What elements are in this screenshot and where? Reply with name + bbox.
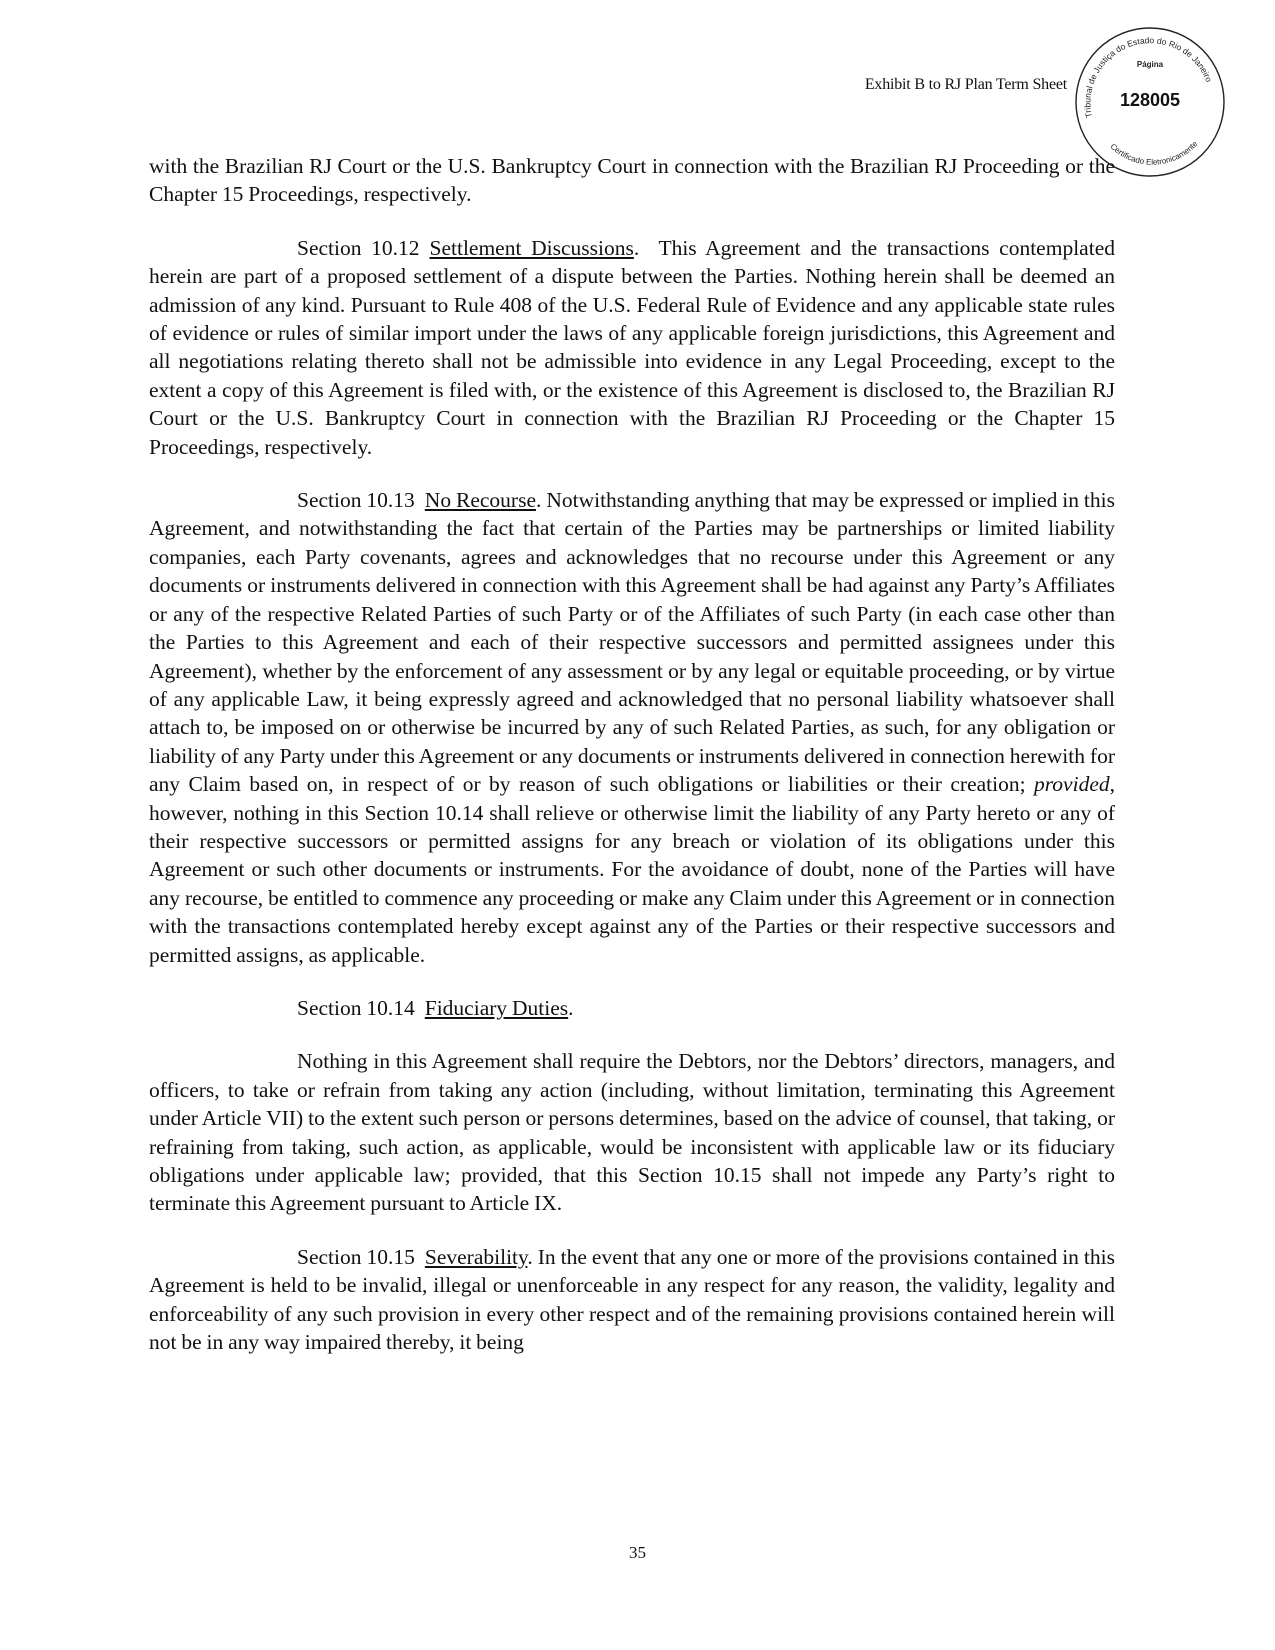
page-number: 35 xyxy=(629,1543,646,1562)
section-number: Section 10.13 xyxy=(297,488,415,513)
section-heading: Severability xyxy=(424,1244,528,1269)
continuation-paragraph: with the Brazilian RJ Court or the U.S. Bankruptcy Court in connection with the Brazilian RJ Proceeding or the Chapter 15 Proceedings, respectively. xyxy=(149,154,1115,207)
exhibit-reference: Exhibit B to RJ Plan Term Sheet xyxy=(864,76,1067,93)
section-heading: Fiduciary Duties xyxy=(424,995,569,1020)
section-number: Section 10.12 xyxy=(297,235,420,260)
section-heading: Settlement Discussions xyxy=(429,235,634,260)
section-10-13: Section 10.13 No Recourse. Notwithstanding anything that may be expressed or implied in this Agreement, and notwithstanding the fact that certain of the Parties may be partnerships or limited liability companies, each Party covenants, agrees and acknowledges that no recourse under this Agreement or any documents or instruments delivered in connection with this Agreement shall be had against any Party’s Affiliates or any of the respective Related Parties of such Party or of the Affiliates of such Party (in each case other than the Parties to this Agreement and each of their respective successors and permitted assignees under this Agreement), whether by the enforcement of any assessment or by any legal or equitable proceeding, or by virtue of any applicable Law, it being expressly agreed and acknowledged that no personal liability whatsoever shall attach to, be imposed on or otherwise be incurred by any of such Related Parties, as such, for any obligation or liability of any Party under this Agreement or any documents or instruments delivered in connection herewith for any Claim based on, in respect of or by reason of such obligations or liabilities or their creation; provided, however, nothing in this Section 10.14 shall relieve or otherwise limit the liability of any Party hereto or any of their respective successors or permitted assigns for any breach or violation of its obligations under this Agreement or such other documents or instruments. For the avoidance of doubt, none of the Parties will have any recourse, be entitled to commence any proceeding or make any Claim under this Agreement or in connection with the transactions contemplated hereby except against any of the Parties or their respective successors and permitted assigns, as applicable. xyxy=(149,488,1115,967)
seal-arc-text: Tribunal de Justiça do Estado do Rio de Janeiro xyxy=(1082,35,1215,119)
section-10-12: Section 10.12 Settlement Discussions. This Agreement and the transactions contemplated herein are part of a proposed settlement of a dispute between the Parties. Nothing herein shall be deemed an admission of any kind. Pursuant to Rule 408 of the U.S. Federal Rule of Evidence and any applicable state rules of evidence or rules of similar import under the laws of any applicable foreign jurisdictions, this Agreement and all negotiations relating thereto shall not be admissible into evidence in any Legal Proceeding, except to the extent a copy of this Agreement is filed with, or the existence of this Agreement is disclosed to, the Brazilian RJ Court or the U.S. Bankruptcy Court in connection with the Brazilian RJ Proceeding or the Chapter 15 Proceedings, respectively. xyxy=(149,235,1115,459)
section-body: This Agreement and the transactions contemplated herein are part of a proposed settlement of a dispute between the Parties. Nothing herein shall be deemed an admission of any kind. Pursuant to Rule 408 of the U.S. Federal Rule of Evidence and any applicable state rules of evidence or rules of similar import under the laws of any applicable foreign jurisdictions, this Agreement and all negotiations relating thereto shall not be admissible into evidence in any Legal Proceeding, except to the extent a copy of this Agreement is filed with, or the existence of this Agreement is disclosed to, the Brazilian RJ Court or the U.S. Bankruptcy Court in connection with the Brazilian RJ Proceeding or the Chapter 15 Proceedings, respectively. xyxy=(149,235,1115,459)
seal-page-number: 128005 xyxy=(1119,90,1181,110)
section-10-15: Section 10.15 Severability. In the event that any one or more of the provisions contained in this Agreement is held to be invalid, illegal or unenforceable in any respect for any reason, the validity, legality and enforceability of any such provision in every other respect and of the remaining provisions contained herein will not be in any way impaired thereby, it being xyxy=(149,1244,1115,1355)
section-10-14-body: Nothing in this Agreement shall require the Debtors, nor the Debtors’ directors, managers, and officers, to take or refrain from taking any action (including, without limitation, terminating this Agreement under Article VII) to the extent such person or persons determines, based on the advice of counsel, that taking, or refraining from taking, such action, as applicable, would be inconsistent with applicable law or its fiduciary obligations under applicable law; provided, that this Section 10.15 shall not impede any Party’s right to terminate this Agreement pursuant to Article IX. xyxy=(149,1049,1115,1216)
section-10-14-heading: Section 10.14 Fiduciary Duties. xyxy=(297,995,574,1020)
section-body: Notwithstanding anything that may be expressed or implied in this Agreement, and notwithstanding the fact that certain of the Parties may be partnerships or limited liability companies, each Party covenants, agrees and acknowledges that no recourse under this Agreement or any documents or instruments delivered in connection with this Agreement shall be had against any Party’s Affiliates or any of the respective Related Parties of such Party or of the Affiliates of such Party (in each case other than the Parties to this Agreement and each of their respective successors and permitted assignees under this Agreement), whether by the enforcement of any assessment or by any legal or equitable proceeding, or by virtue of any applicable Law, it being expressly agreed and acknowledged that no personal liability whatsoever shall attach to, be imposed on or otherwise be incurred by any of such Related Parties, as such, for any obligation or liability of any Party under this Agreement or any documents or instruments delivered in connection herewith for any Claim based on, in respect of or by reason of such obligations or liabilities or their creation; xyxy=(149,488,1115,797)
section-body: In the event that any one or more of the provisions contained in this Agreement is held to be invalid, illegal or unenforceable in any respect for any reason, the validity, legality and enforceability of any such provision in every other respect and of the remaining provisions contained herein will not be in any way impaired thereby, it being xyxy=(149,1244,1115,1355)
section-number: Section 10.15 xyxy=(297,1244,415,1269)
section-heading: No Recourse xyxy=(424,488,537,513)
seal-label: Página xyxy=(1136,60,1164,69)
seal-bottom-text: Certificado Eletronicamente xyxy=(1108,139,1200,167)
section-number: Section 10.14 xyxy=(297,995,415,1020)
section-body-continued: , however, nothing in this Section 10.14 shall relieve or otherwise limit the liability of any Party hereto or any of their respective successors or permitted assigns for any breach or violation of its obligations under this Agreement or such other documents or instruments. For the avoidance of doubt, none of the Parties will have any recourse, be entitled to commence any proceeding or make any Claim under this Agreement or in connection with the transactions contemplated hereby except against any of the Parties or their respective successors and permitted assigns, as applicable. xyxy=(149,772,1115,967)
document-body xyxy=(149,152,1115,1381)
provided-term: provided xyxy=(1033,772,1110,797)
